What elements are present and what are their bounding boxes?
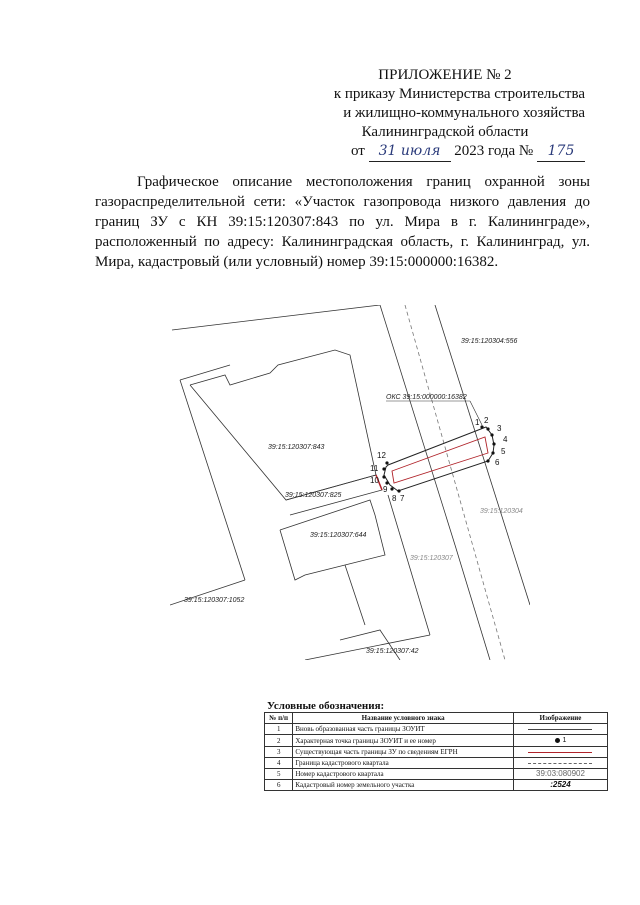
line-east-644 bbox=[388, 495, 430, 635]
point-label-11: 11 bbox=[370, 464, 379, 473]
label-parcel-556: 39:15:120304:556 bbox=[461, 338, 518, 345]
point-symbol-number: 1 bbox=[562, 737, 567, 744]
legend-no: 2 bbox=[265, 735, 293, 747]
point-label-6: 6 bbox=[495, 458, 500, 467]
legend-no: 3 bbox=[265, 747, 293, 758]
label-parcel-843: 39:15:120307:843 bbox=[268, 444, 325, 451]
legend-header-no: № п/п bbox=[265, 713, 293, 724]
red-line-symbol bbox=[528, 752, 592, 753]
legend-table bbox=[264, 712, 608, 791]
label-quarter-120307: 39:15:120307 bbox=[410, 555, 453, 562]
number-field bbox=[537, 142, 585, 162]
point-label-8: 8 bbox=[392, 494, 397, 503]
point-label-3: 3 bbox=[497, 424, 502, 433]
legend-row bbox=[265, 769, 608, 780]
legend-symbol bbox=[513, 724, 607, 735]
legend-symbol bbox=[513, 769, 607, 780]
cadastral-labels bbox=[184, 338, 523, 655]
point-10 bbox=[382, 475, 385, 478]
description-text: Графическое описание местоположения границ охранной зоны газораспределительной сети: «Участок газопровода низкого давления до границ ЗУ с КН 39:15:120307:843 по ул. Мира в г. Калининграде», расположенный по адресу: Калининградская область, г. Калининград, ул. Мира, кадастровый (или условный) номер 39:15:000000:16382. bbox=[95, 174, 590, 270]
legend-row bbox=[265, 780, 608, 791]
label-parcel-825: 39:15:120307:825 bbox=[285, 492, 342, 499]
boundary-west-road bbox=[380, 305, 455, 545]
point-2 bbox=[486, 427, 489, 430]
order-line-3: Калининградской области bbox=[361, 124, 529, 140]
point-8 bbox=[390, 487, 393, 490]
quarter-boundary bbox=[405, 305, 505, 660]
thin-line-symbol bbox=[528, 729, 592, 730]
point-7 bbox=[397, 489, 400, 492]
point-label-10: 10 bbox=[370, 476, 379, 485]
legend-name: Существующая часть границы ЗУ по сведениям ЕГРН bbox=[293, 747, 514, 758]
legend-name: Номер кадастрового квартала bbox=[293, 769, 514, 780]
label-parcel-644: 39:15:120307:644 bbox=[310, 532, 367, 539]
line-south-644 bbox=[345, 565, 365, 625]
map-svg bbox=[170, 305, 530, 660]
legend-name: Граница кадастрового квартала bbox=[293, 758, 514, 769]
point-6 bbox=[486, 459, 489, 462]
boundary-road-south bbox=[455, 545, 490, 660]
legend-name: Кадастровый номер земельного участка bbox=[293, 780, 514, 791]
point-label-9: 9 bbox=[383, 485, 388, 494]
line-west bbox=[180, 380, 245, 580]
date-field bbox=[369, 142, 451, 162]
dashed-line-symbol bbox=[528, 763, 592, 764]
legend-header-row bbox=[265, 713, 608, 724]
zouit-outline bbox=[384, 427, 494, 491]
order-line-2: и жилищно-коммунального хозяйства bbox=[343, 105, 585, 121]
legend-symbol bbox=[513, 735, 607, 747]
legend-no: 1 bbox=[265, 724, 293, 735]
appendix-header bbox=[305, 66, 585, 162]
line-nw bbox=[180, 365, 230, 380]
point-label-12: 12 bbox=[377, 451, 386, 460]
point-label-4: 4 bbox=[503, 435, 508, 444]
parcel-number-symbol: :2524 bbox=[550, 780, 571, 789]
point-dot-icon bbox=[555, 738, 560, 743]
legend-row bbox=[265, 758, 608, 769]
zouit-boundary bbox=[384, 427, 494, 491]
cadastral-map bbox=[170, 305, 530, 660]
legend-symbol bbox=[513, 780, 607, 791]
parcel-42-outline bbox=[340, 630, 400, 660]
legend-header-image: Изображение bbox=[513, 713, 607, 724]
date-year: 2023 года № bbox=[454, 143, 534, 159]
point-11 bbox=[382, 467, 385, 470]
point-label-2: 2 bbox=[484, 416, 489, 425]
point-5 bbox=[491, 451, 494, 454]
legend-row bbox=[265, 747, 608, 758]
zouit-inner-red bbox=[392, 437, 488, 483]
legend-name: Характерная точка границы ЗОУИТ и ее номер bbox=[293, 735, 514, 747]
date-handwritten: 31 июля bbox=[378, 143, 441, 159]
legend-header-name: Название условного знака bbox=[293, 713, 514, 724]
legend-no: 4 bbox=[265, 758, 293, 769]
point-3 bbox=[490, 433, 493, 436]
parcel-644-outline bbox=[280, 500, 385, 580]
description-paragraph bbox=[95, 172, 590, 272]
order-date-line bbox=[305, 142, 585, 162]
point-1 bbox=[480, 425, 483, 428]
legend-symbol bbox=[513, 758, 607, 769]
order-line-1: к приказу Министерства строительства bbox=[333, 86, 585, 102]
quarter-number-symbol: 39:03:080902 bbox=[536, 769, 585, 778]
date-prefix: от bbox=[350, 143, 365, 159]
parcel-843-outline bbox=[190, 350, 376, 500]
point-label-7: 7 bbox=[400, 494, 405, 503]
legend-no: 6 bbox=[265, 780, 293, 791]
number-handwritten: 175 bbox=[547, 143, 575, 159]
legend-row bbox=[265, 724, 608, 735]
legend-symbol bbox=[513, 747, 607, 758]
legend-no: 5 bbox=[265, 769, 293, 780]
map-linework bbox=[170, 305, 530, 660]
label-oks: ОКС 39:15:000000:16382 bbox=[386, 394, 467, 401]
boundary-points bbox=[382, 425, 495, 492]
boundary-north bbox=[172, 305, 380, 330]
appendix-title: ПРИЛОЖЕНИЕ № 2 bbox=[378, 67, 512, 83]
legend-name: Вновь образованная часть границы ЗОУИТ bbox=[293, 724, 514, 735]
point-4 bbox=[492, 442, 495, 445]
label-quarter-120304: 39:15:120304 bbox=[480, 508, 523, 515]
point-label-1: 1 bbox=[475, 418, 480, 427]
point-12 bbox=[385, 461, 388, 464]
legend-row bbox=[265, 735, 608, 747]
label-parcel-42: 39:15:120307:42 bbox=[366, 648, 419, 655]
point-label-5: 5 bbox=[501, 447, 506, 456]
label-parcel-1052: 39:15:120307:1052 bbox=[184, 597, 245, 604]
legend-title: Условные обозначения: bbox=[267, 700, 385, 712]
